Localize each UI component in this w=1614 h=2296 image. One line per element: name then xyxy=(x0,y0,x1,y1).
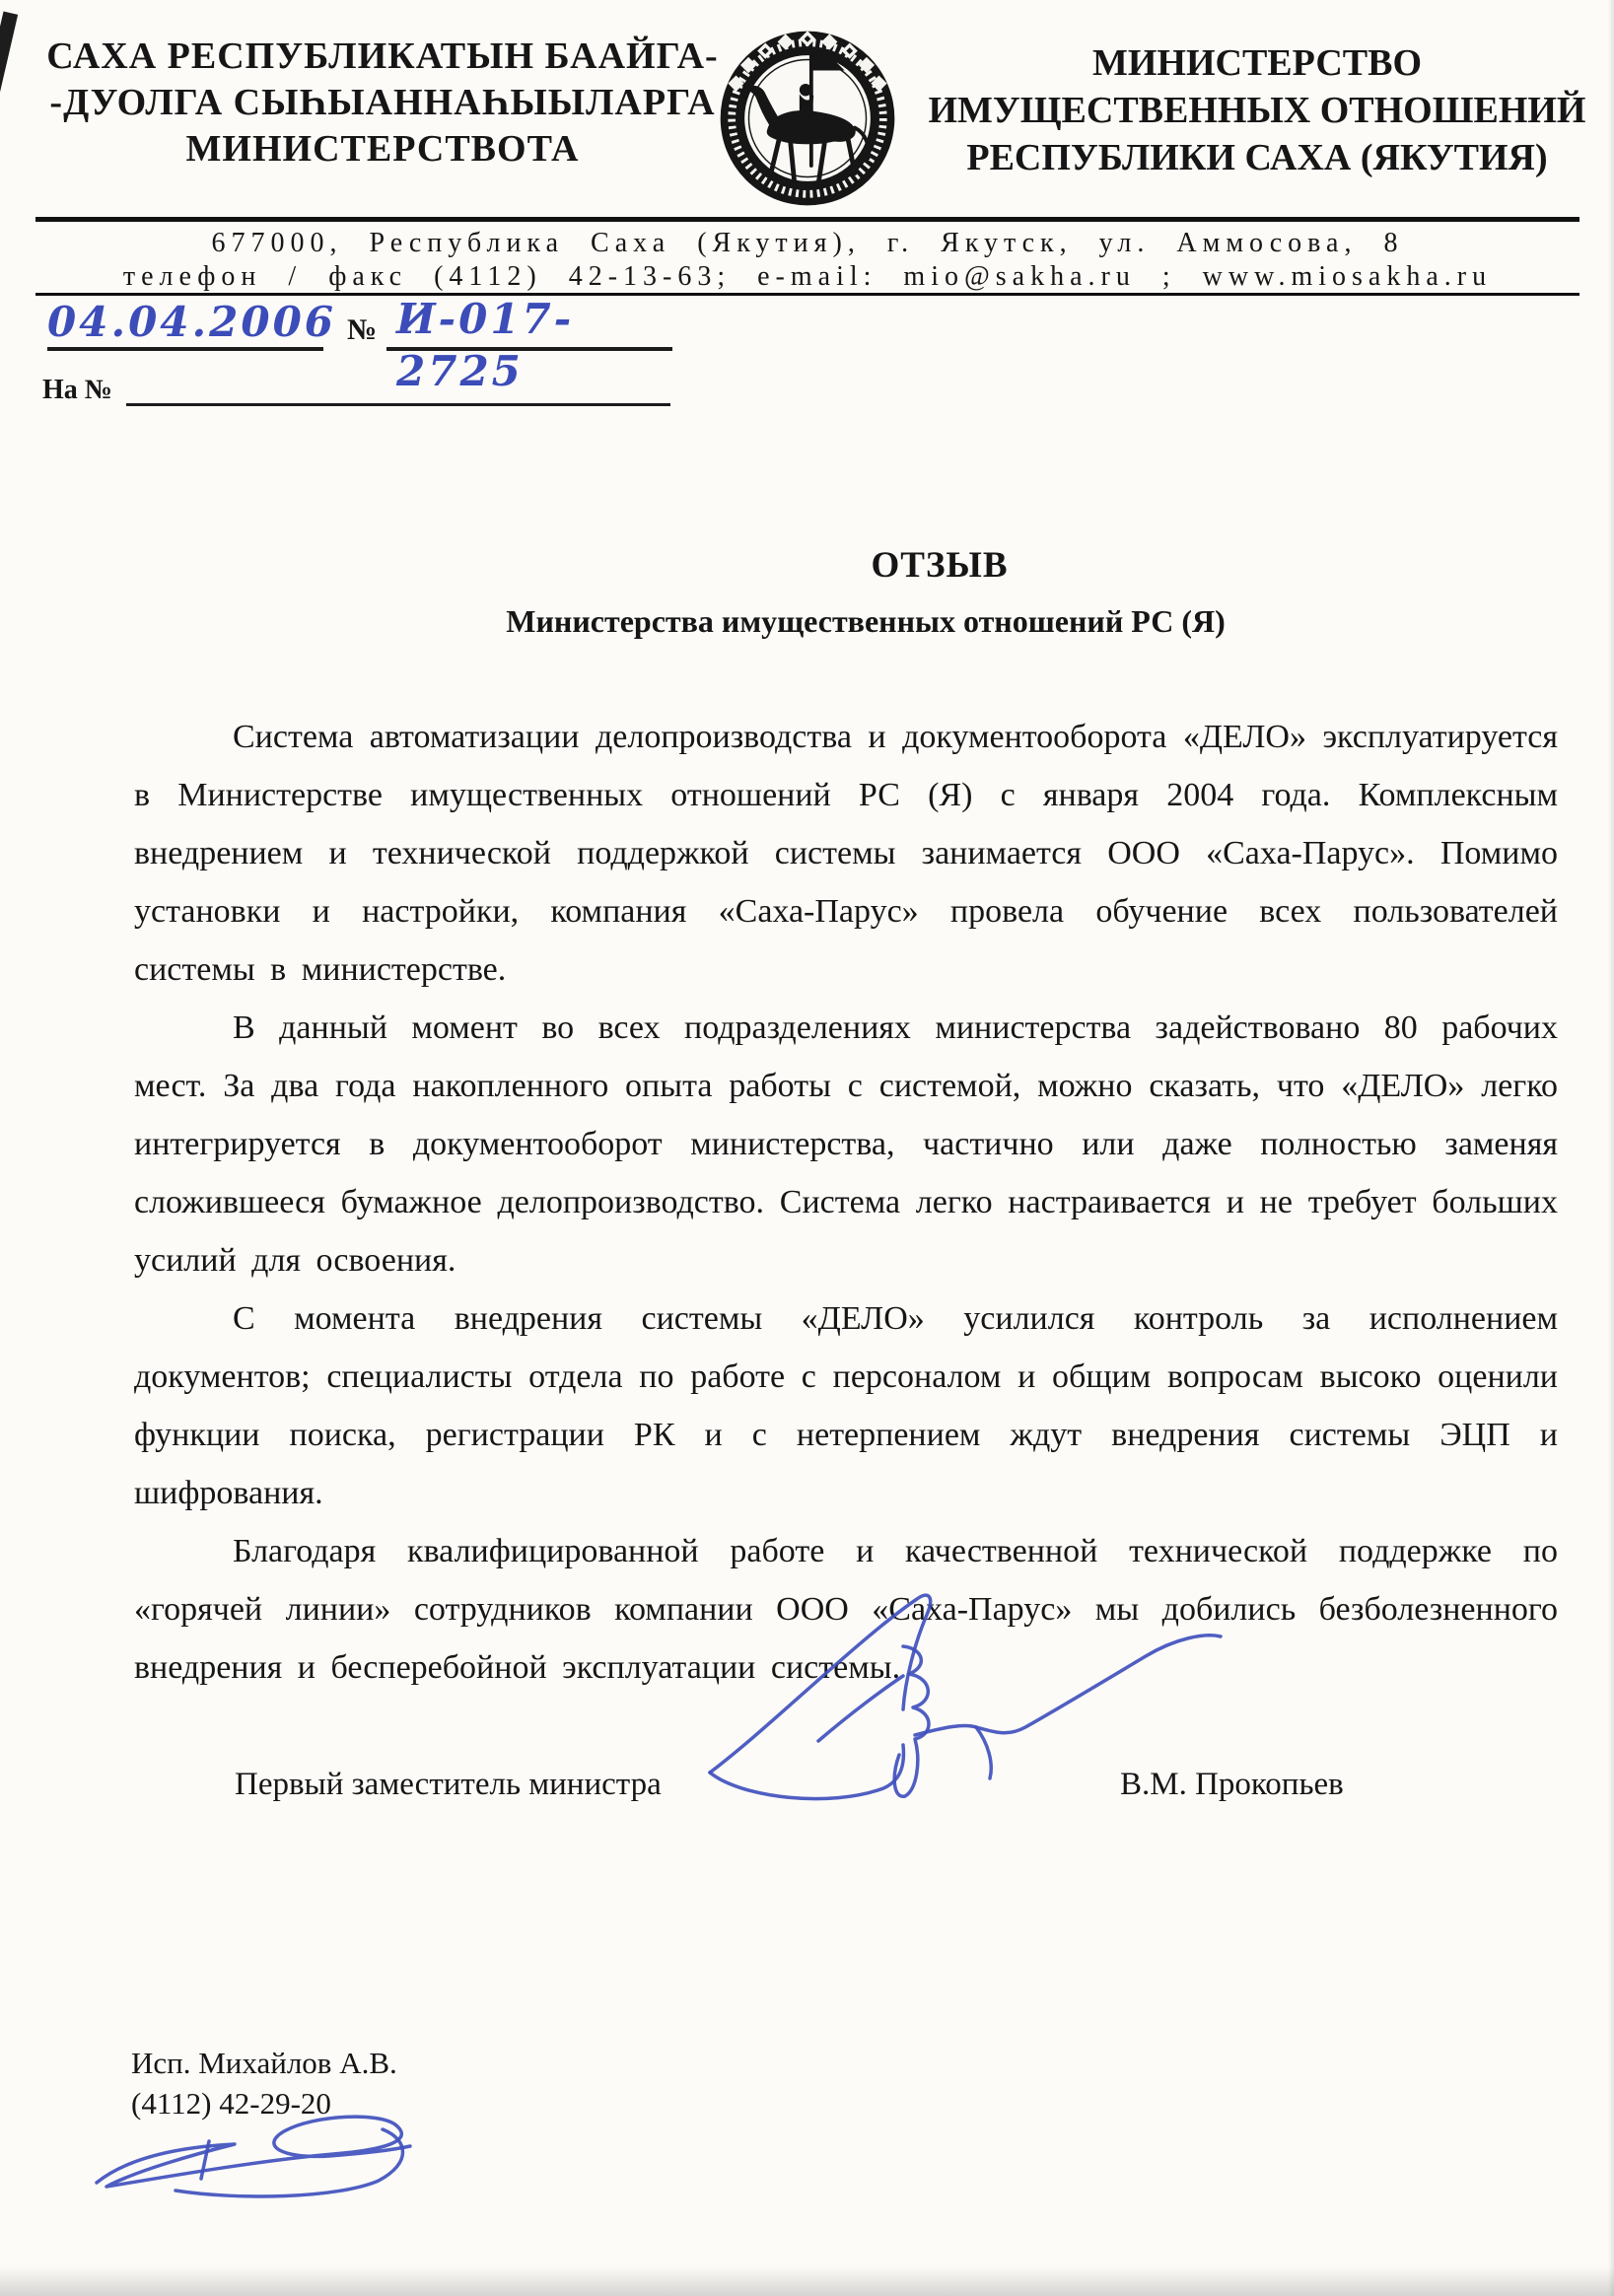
outgoing-number-field xyxy=(386,294,672,395)
scan-artifact-bottom xyxy=(0,2266,1614,2296)
phone-email-line: телефон / факс (4112) 42-13-63; e-mail: mio@sakha.ru ; www.miosakha.ru xyxy=(122,261,1493,292)
executor-signature-icon xyxy=(91,2102,416,2205)
body-paragraph: Система автоматизации делопроизводства и документооборота «ДЕЛО» эксплуатируется в Министерстве имущественных отношений РС (Я) с января 2004 года. Комплексным внедрением и технической поддержкой системы занимается ООО «Саха-Парус». Помимо установки и настройки, компания «Саха-Парус» провела обучение всех пользователей системы в министерстве. xyxy=(134,719,1558,988)
org-name-sakha xyxy=(37,34,728,173)
document-title: ОТЗЫВ xyxy=(871,545,1009,586)
divider-top xyxy=(35,217,1579,222)
letter-body xyxy=(134,708,1558,1697)
org-name-sakha-line3: МИНИСТЕРСТВОТА xyxy=(185,128,580,170)
org-name-sakha-line1: САХА РЕСПУБЛИКАТЫН БААЙГА- xyxy=(46,35,719,77)
minister-signature-icon xyxy=(680,1585,1272,1842)
handwritten-date: 04.04.2006 xyxy=(47,298,337,346)
outgoing-date-field xyxy=(47,298,337,351)
org-name-rus-line2: ИМУЩЕСТВЕННЫХ ОТНОШЕНИЙ xyxy=(928,90,1586,131)
divider-bottom xyxy=(35,293,1579,296)
body-paragraph: В данный момент во всех подразделениях министерства задействовано 80 рабочих мест. За два года накопленного опыта работы с системой, можно сказать, что «ДЕЛО» легко интегрируется в документооборот министерства, частично или даже полностью заменяя сложившееся бумажное делопроизводство. Система легко настраивается и не требует больших усилий для освоения. xyxy=(134,1009,1558,1279)
document-subtitle: Министерства имущественных отношений РС (Я) xyxy=(506,603,1226,639)
executor-name: Исп. Михайлов А.В. xyxy=(131,2046,397,2080)
number-sign-label: № xyxy=(347,313,378,346)
org-name-sakha-line2: -ДУОЛГА СЫҺЫАННАҺЫЫЛАРГА xyxy=(49,82,716,123)
address-line: 677000, Республика Саха (Якутия), г. Якутск, ул. Аммосова, 8 xyxy=(211,228,1404,258)
signer-name: В.М. Прокопьев xyxy=(1120,1767,1344,1802)
org-name-rus-line1: МИНИСТЕРСТВО xyxy=(1091,42,1423,84)
body-paragraph: Благодаря квалифицированной работе и качественной технической поддержке по «горячей линии» сотрудников компании ООО «Саха-Парус» мы добились безболезненного внедрения и бесперебойной эксплуатации системы. xyxy=(134,1533,1558,1686)
reply-to-label: На № xyxy=(42,375,112,405)
reply-to-blank-line xyxy=(126,375,670,406)
sakha-emblem-seal-icon xyxy=(713,24,902,213)
org-name-russian xyxy=(927,39,1587,181)
org-name-rus-line3: РЕСПУБЛИКИ САХА (ЯКУТИЯ) xyxy=(966,137,1548,178)
scan-artifact-corner xyxy=(0,11,18,103)
executor-phone: (4112) 42-29-20 xyxy=(131,2086,331,2121)
signer-position-title: Первый заместитель министра xyxy=(235,1767,662,1802)
handwritten-number: И-017-2725 xyxy=(396,295,575,395)
scan-artifact-edge xyxy=(1608,0,1614,2296)
body-paragraph: С момента внедрения системы «ДЕЛО» усилился контроль за исполнением документов; специалисты отдела по работе с персоналом и общим вопросам высоко оценили функции поиска, регистрации РК и с нетерпением ждут внедрения системы ЭЦП и шифрования. xyxy=(134,1300,1558,1511)
